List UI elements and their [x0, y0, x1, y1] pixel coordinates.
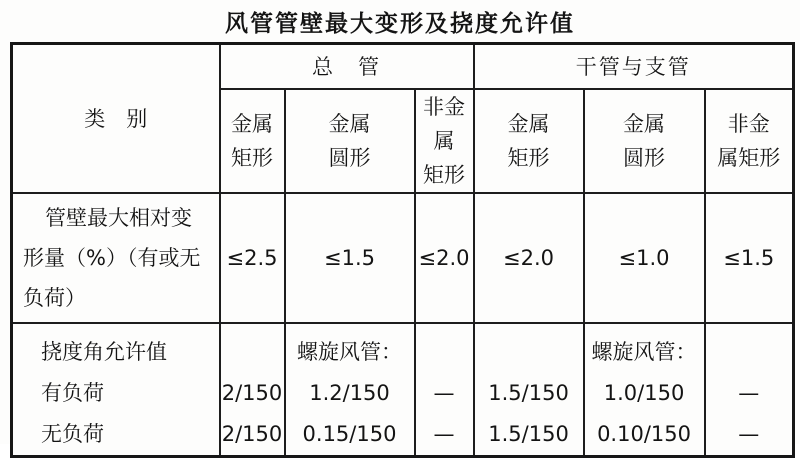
cell-line: — — [738, 421, 760, 446]
cell-line: 1.2/150 — [309, 380, 390, 405]
cell-line: 圆形 — [328, 145, 371, 170]
cell-line: — — [433, 421, 455, 446]
deflection-row — [12, 323, 794, 457]
cell-line: 有负荷 — [41, 380, 104, 405]
deformation-value: ≤2.0 — [415, 193, 474, 323]
cell-line — [221, 332, 284, 373]
cell-line: 非金 — [727, 111, 770, 136]
deformation-label-cell — [12, 193, 220, 323]
cell-line: 0.15/150 — [302, 421, 397, 446]
group-header-main-duct: 总 管 — [220, 44, 474, 89]
cell-line: 螺旋风管： — [591, 339, 697, 364]
cell-line: 矩形 — [507, 145, 550, 170]
cell-line: 1.0/150 — [603, 380, 685, 405]
cell-line: — — [738, 380, 760, 405]
cell-line: 管壁最大相对变 — [45, 205, 192, 230]
cell-line: 矩形 — [231, 145, 273, 170]
cell-line: 无负荷 — [41, 421, 104, 446]
deformation-value: ≤1.5 — [705, 193, 794, 323]
duct-allowance-table — [10, 42, 795, 458]
deflection-cell-metal-rect-branch — [474, 323, 584, 457]
cell-line: 金属 — [328, 111, 371, 136]
cell-line: 非金属 — [423, 94, 466, 153]
cell-line: 0.10/150 — [597, 421, 691, 446]
group-header-branch-duct: 干管与支管 — [474, 44, 794, 89]
cell-line: 金属 — [507, 111, 550, 136]
deflection-cell-metal-round-main — [285, 323, 415, 457]
deformation-value: ≤2.0 — [474, 193, 584, 323]
cell-line: 金属 — [231, 111, 273, 136]
cell-line: 负荷） — [23, 285, 86, 310]
cell-line: 1.5/150 — [488, 380, 569, 405]
deformation-value: ≤1.5 — [285, 193, 415, 323]
sub-header-metal-rect-branch — [474, 89, 584, 193]
deformation-value: ≤1.0 — [584, 193, 705, 323]
sub-header-metal-round-branch — [584, 89, 705, 193]
deflection-label-cell — [12, 323, 220, 457]
page-title: 风管管壁最大变形及挠度允许值 — [225, 11, 575, 37]
cell-line: 螺旋风管： — [297, 339, 402, 364]
cell-line: 挠度角允许值 — [41, 339, 167, 364]
deflection-cell-metal-round-branch — [584, 323, 705, 457]
sub-header-metal-rect-main — [220, 89, 285, 193]
group-header-row — [12, 44, 794, 89]
category-header-cell: 类 别 — [12, 44, 220, 193]
deflection-cell-metal-rect-main — [220, 323, 285, 457]
cell-line: 金属 — [623, 111, 666, 136]
cell-line: 形量（%）（有或无 — [23, 245, 201, 270]
deflection-cell-nonmetal-rect-main — [415, 323, 474, 457]
cell-line: 属矩形 — [717, 145, 781, 170]
cell-line — [475, 332, 583, 373]
cell-line: 矩形 — [423, 162, 466, 187]
deformation-value: ≤2.5 — [220, 193, 285, 323]
cell-line: 圆形 — [623, 145, 666, 170]
sub-header-metal-round-main — [285, 89, 415, 193]
cell-line: 2/150 — [221, 380, 283, 405]
cell-line: — — [433, 380, 455, 405]
cell-line: 2/150 — [221, 421, 283, 446]
cell-line: 1.5/150 — [488, 421, 569, 446]
cell-line — [706, 332, 793, 373]
sub-header-nonmetal-rect-main — [415, 89, 474, 193]
deflection-cell-nonmetal-rect-branch — [705, 323, 794, 457]
deformation-row — [12, 193, 794, 323]
cell-line — [416, 332, 473, 373]
sub-header-nonmetal-rect-branch — [705, 89, 794, 193]
